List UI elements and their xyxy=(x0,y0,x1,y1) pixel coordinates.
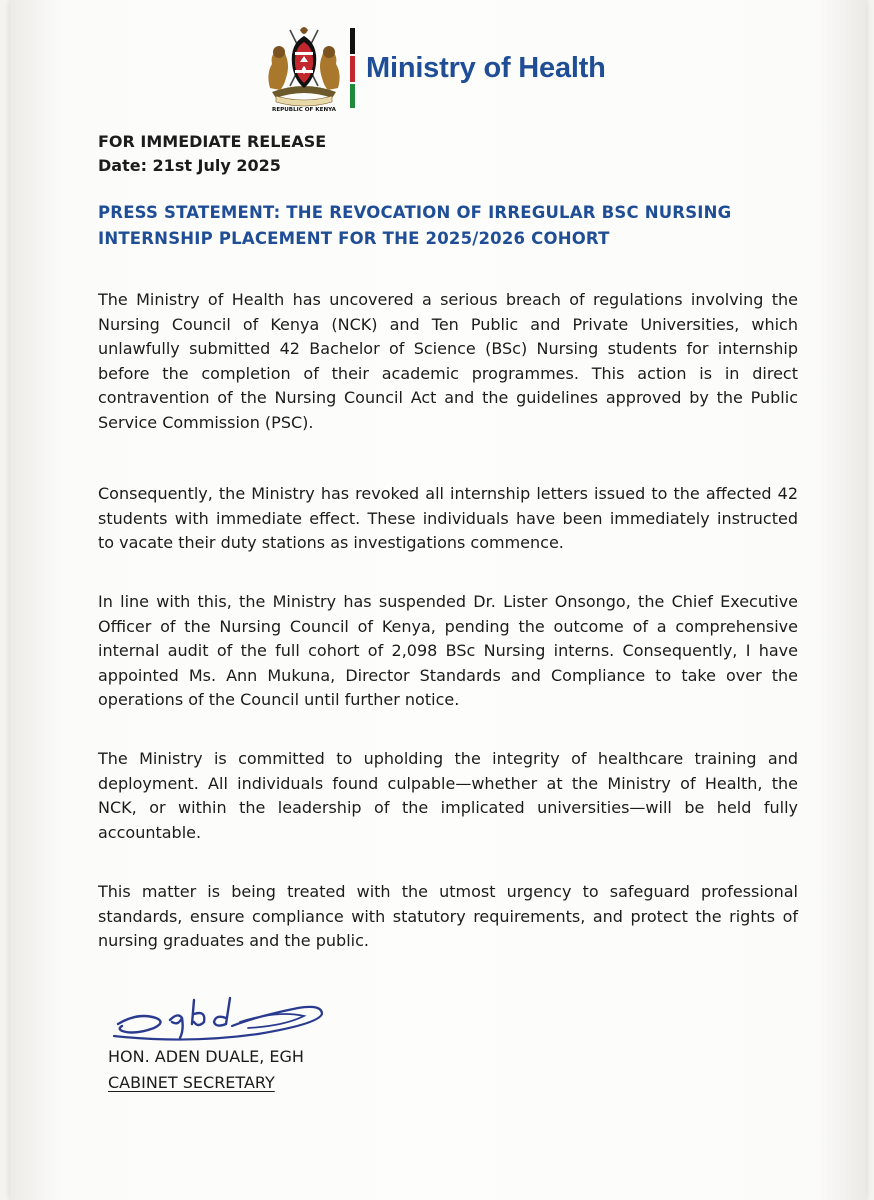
paragraph-breach: The Ministry of Health has uncovered a serious breach of regulations involving the Nursing Council of Kenya (NCK) and Ten Public and Private Universities, which unlawfully submitted 42 Bachelor of Science (BSc) Nursing students for internship before the completion of their academic programmes. This action is in direct contravention of the Nursing Council Act and the guidelines approved by the Public Service Commission (PSC). xyxy=(98,290,798,432)
release-block xyxy=(98,130,798,178)
signatory-block xyxy=(108,1044,304,1096)
crest-caption: REPUBLIC OF KENYA xyxy=(272,107,336,112)
press-statement-title xyxy=(98,200,798,252)
letterhead xyxy=(262,22,682,114)
headline-line-2: INTERNSHIP PLACEMENT FOR THE 2025/2026 COHORT xyxy=(98,229,610,248)
paragraph-commitment: The Ministry is committed to upholding the integrity of healthcare training and deployment. All individuals found culpable—whether at the Ministry of Health, the NCK, or within the leadership of the implicated universities—will be held fully accountable. xyxy=(98,749,798,842)
paragraph-urgency: This matter is being treated with the utmost urgency to safeguard professional standards, ensure compliance with statutory requirements, and protect the rights of nursing graduates and the public. xyxy=(98,882,798,951)
release-date: Date: 21st July 2025 xyxy=(98,156,281,175)
ministry-name: Ministry of Health xyxy=(366,52,606,84)
paragraph-suspension: In line with this, the Ministry has suspended Dr. Lister Onsongo, the Chief Executive Officer of the Nursing Council of Kenya, pending the outcome of a comprehensive internal audit of the full cohort of 2,098 BSc Nursing interns. Consequently, I have appointed Ms. Ann Mukuna, Director Standards and Compliance to take over the operations of the Council until further notice. xyxy=(98,592,798,710)
press-release-page xyxy=(10,0,866,1200)
kenya-coat-of-arms-icon xyxy=(262,22,346,112)
release-label: FOR IMMEDIATE RELEASE xyxy=(98,132,327,151)
headline-line-1: PRESS STATEMENT: THE REVOCATION OF IRREGULAR BSC NURSING xyxy=(98,203,732,222)
signatory-name: HON. ADEN DUALE, EGH xyxy=(108,1047,304,1066)
flag-stripe-icon xyxy=(350,28,355,108)
signature-mark xyxy=(108,994,328,1046)
paragraph-revocation: Consequently, the Ministry has revoked all internship letters issued to the affected 42 students with immediate effect. These individuals have been immediately instructed to vacate their duty stations as investigations commence. xyxy=(98,484,798,553)
signatory-title: CABINET SECRETARY xyxy=(108,1073,275,1092)
